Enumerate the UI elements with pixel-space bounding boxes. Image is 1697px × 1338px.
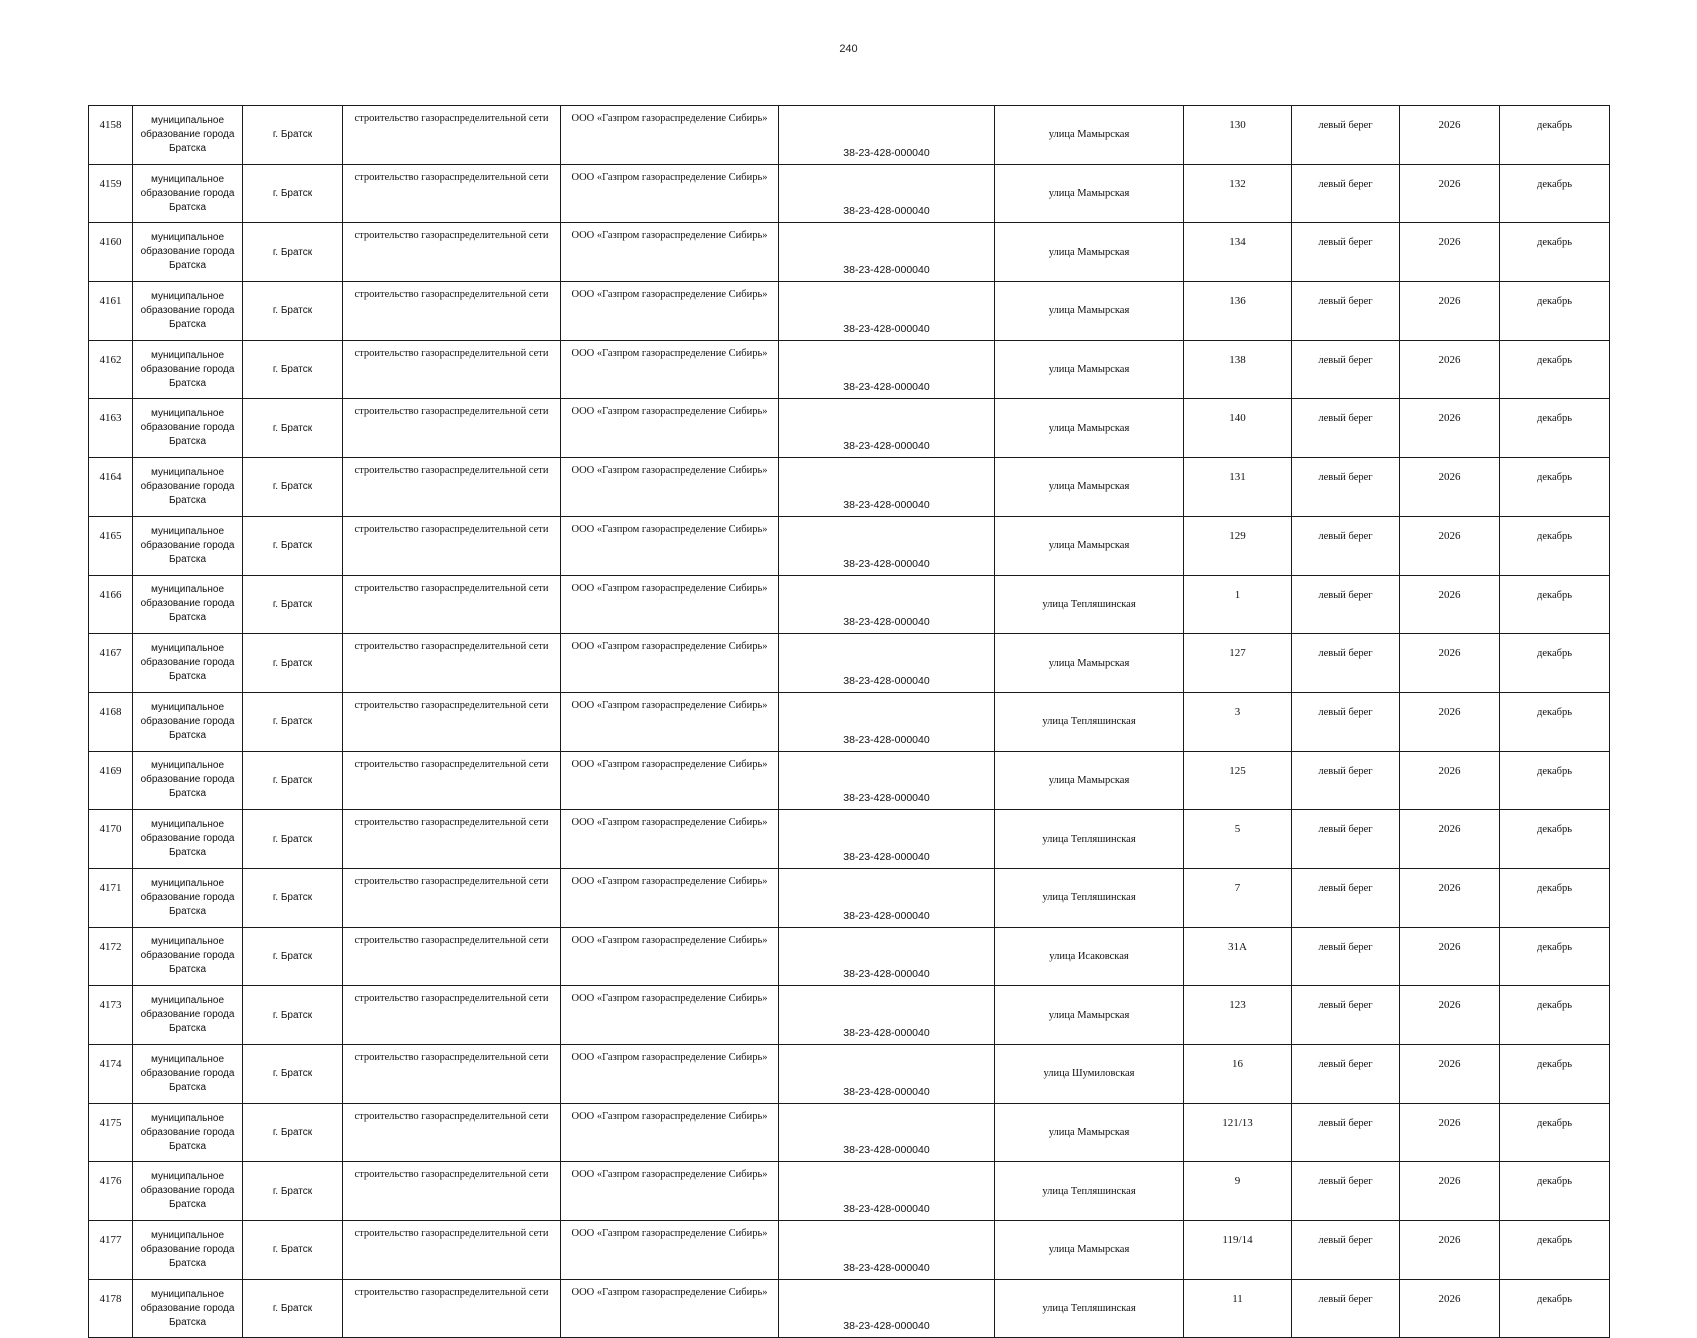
month-cell: декабрь xyxy=(1500,810,1610,869)
code-cell: 38-23-428-000040 xyxy=(779,340,995,399)
bank-cell: левый берег xyxy=(1292,1221,1400,1280)
municipality-cell: муниципальное образование города Братска xyxy=(133,399,243,458)
row-number: 4169 xyxy=(89,751,133,810)
table-row xyxy=(89,1162,1610,1221)
locality-cell: г. Братск xyxy=(243,810,343,869)
house-number-cell: 125 xyxy=(1184,751,1292,810)
organization-cell: ООО «Газпром газораспределение Сибирь» xyxy=(561,106,779,165)
work-type-cell: строительство газораспределительной сети xyxy=(343,810,561,869)
year-cell: 2026 xyxy=(1400,986,1500,1045)
year-cell: 2026 xyxy=(1400,340,1500,399)
work-type-cell: строительство газораспределительной сети xyxy=(343,927,561,986)
work-type-cell: строительство газораспределительной сети xyxy=(343,1279,561,1338)
work-type-cell: строительство газораспределительной сети xyxy=(343,1162,561,1221)
code-cell: 38-23-428-000040 xyxy=(779,1045,995,1104)
work-type-cell: строительство газораспределительной сети xyxy=(343,340,561,399)
table-row xyxy=(89,223,1610,282)
code-cell: 38-23-428-000040 xyxy=(779,1103,995,1162)
table-row xyxy=(89,751,1610,810)
work-type-cell: строительство газораспределительной сети xyxy=(343,868,561,927)
year-cell: 2026 xyxy=(1400,458,1500,517)
work-type-cell: строительство газораспределительной сети xyxy=(343,986,561,1045)
locality-cell: г. Братск xyxy=(243,575,343,634)
bank-cell: левый берег xyxy=(1292,927,1400,986)
house-number-cell: 9 xyxy=(1184,1162,1292,1221)
locality-cell: г. Братск xyxy=(243,1162,343,1221)
organization-cell: ООО «Газпром газораспределение Сибирь» xyxy=(561,1221,779,1280)
municipality-cell: муниципальное образование города Братска xyxy=(133,106,243,165)
street-cell: улица Исаковская xyxy=(995,927,1184,986)
year-cell: 2026 xyxy=(1400,223,1500,282)
municipality-cell: муниципальное образование города Братска xyxy=(133,634,243,693)
bank-cell: левый берег xyxy=(1292,516,1400,575)
organization-cell: ООО «Газпром газораспределение Сибирь» xyxy=(561,282,779,341)
code-cell: 38-23-428-000040 xyxy=(779,516,995,575)
bank-cell: левый берег xyxy=(1292,868,1400,927)
month-cell: декабрь xyxy=(1500,223,1610,282)
house-number-cell: 1 xyxy=(1184,575,1292,634)
year-cell: 2026 xyxy=(1400,927,1500,986)
year-cell: 2026 xyxy=(1400,516,1500,575)
street-cell: улица Мамырская xyxy=(995,986,1184,1045)
table-row xyxy=(89,516,1610,575)
locality-cell: г. Братск xyxy=(243,282,343,341)
municipality-cell: муниципальное образование города Братска xyxy=(133,516,243,575)
street-cell: улица Тепляшинская xyxy=(995,810,1184,869)
row-number: 4173 xyxy=(89,986,133,1045)
house-number-cell: 132 xyxy=(1184,164,1292,223)
bank-cell: левый берег xyxy=(1292,1045,1400,1104)
code-cell: 38-23-428-000040 xyxy=(779,458,995,517)
year-cell: 2026 xyxy=(1400,106,1500,165)
table-row xyxy=(89,1221,1610,1280)
row-number: 4176 xyxy=(89,1162,133,1221)
municipality-cell: муниципальное образование города Братска xyxy=(133,282,243,341)
house-number-cell: 136 xyxy=(1184,282,1292,341)
organization-cell: ООО «Газпром газораспределение Сибирь» xyxy=(561,575,779,634)
row-number: 4178 xyxy=(89,1279,133,1338)
street-cell: улица Тепляшинская xyxy=(995,868,1184,927)
work-type-cell: строительство газораспределительной сети xyxy=(343,516,561,575)
organization-cell: ООО «Газпром газораспределение Сибирь» xyxy=(561,868,779,927)
row-number: 4175 xyxy=(89,1103,133,1162)
month-cell: декабрь xyxy=(1500,927,1610,986)
municipality-cell: муниципальное образование города Братска xyxy=(133,1279,243,1338)
work-type-cell: строительство газораспределительной сети xyxy=(343,692,561,751)
street-cell: улица Шумиловская xyxy=(995,1045,1184,1104)
table-row xyxy=(89,282,1610,341)
row-number: 4165 xyxy=(89,516,133,575)
house-number-cell: 138 xyxy=(1184,340,1292,399)
code-cell: 38-23-428-000040 xyxy=(779,868,995,927)
street-cell: улица Мамырская xyxy=(995,340,1184,399)
house-number-cell: 16 xyxy=(1184,1045,1292,1104)
locality-cell: г. Братск xyxy=(243,751,343,810)
organization-cell: ООО «Газпром газораспределение Сибирь» xyxy=(561,1103,779,1162)
municipality-cell: муниципальное образование города Братска xyxy=(133,927,243,986)
table-row xyxy=(89,868,1610,927)
street-cell: улица Мамырская xyxy=(995,106,1184,165)
bank-cell: левый берег xyxy=(1292,751,1400,810)
municipality-cell: муниципальное образование города Братска xyxy=(133,164,243,223)
row-number: 4163 xyxy=(89,399,133,458)
month-cell: декабрь xyxy=(1500,1045,1610,1104)
row-number: 4162 xyxy=(89,340,133,399)
year-cell: 2026 xyxy=(1400,634,1500,693)
table-row xyxy=(89,106,1610,165)
month-cell: декабрь xyxy=(1500,164,1610,223)
organization-cell: ООО «Газпром газораспределение Сибирь» xyxy=(561,340,779,399)
locality-cell: г. Братск xyxy=(243,106,343,165)
house-number-cell: 131 xyxy=(1184,458,1292,517)
work-type-cell: строительство газораспределительной сети xyxy=(343,634,561,693)
house-number-cell: 134 xyxy=(1184,223,1292,282)
street-cell: улица Мамырская xyxy=(995,223,1184,282)
table-body xyxy=(89,106,1610,1338)
month-cell: декабрь xyxy=(1500,692,1610,751)
code-cell: 38-23-428-000040 xyxy=(779,1221,995,1280)
locality-cell: г. Братск xyxy=(243,868,343,927)
month-cell: декабрь xyxy=(1500,282,1610,341)
locality-cell: г. Братск xyxy=(243,1103,343,1162)
house-number-cell: 5 xyxy=(1184,810,1292,869)
year-cell: 2026 xyxy=(1400,810,1500,869)
street-cell: улица Тепляшинская xyxy=(995,1279,1184,1338)
street-cell: улица Мамырская xyxy=(995,458,1184,517)
row-number: 4159 xyxy=(89,164,133,223)
row-number: 4167 xyxy=(89,634,133,693)
year-cell: 2026 xyxy=(1400,399,1500,458)
registry-table xyxy=(88,105,1610,1338)
year-cell: 2026 xyxy=(1400,1162,1500,1221)
municipality-cell: муниципальное образование города Братска xyxy=(133,1162,243,1221)
bank-cell: левый берег xyxy=(1292,1103,1400,1162)
house-number-cell: 130 xyxy=(1184,106,1292,165)
table-row xyxy=(89,692,1610,751)
bank-cell: левый берег xyxy=(1292,106,1400,165)
municipality-cell: муниципальное образование города Братска xyxy=(133,1103,243,1162)
house-number-cell: 7 xyxy=(1184,868,1292,927)
row-number: 4177 xyxy=(89,1221,133,1280)
organization-cell: ООО «Газпром газораспределение Сибирь» xyxy=(561,810,779,869)
year-cell: 2026 xyxy=(1400,1103,1500,1162)
year-cell: 2026 xyxy=(1400,282,1500,341)
locality-cell: г. Братск xyxy=(243,516,343,575)
street-cell: улица Мамырская xyxy=(995,634,1184,693)
month-cell: декабрь xyxy=(1500,1221,1610,1280)
house-number-cell: 3 xyxy=(1184,692,1292,751)
organization-cell: ООО «Газпром газораспределение Сибирь» xyxy=(561,458,779,517)
row-number: 4171 xyxy=(89,868,133,927)
street-cell: улица Мамырская xyxy=(995,516,1184,575)
work-type-cell: строительство газораспределительной сети xyxy=(343,399,561,458)
code-cell: 38-23-428-000040 xyxy=(779,692,995,751)
page-number: 240 xyxy=(839,43,858,55)
organization-cell: ООО «Газпром газораспределение Сибирь» xyxy=(561,223,779,282)
row-number: 4161 xyxy=(89,282,133,341)
street-cell: улица Мамырская xyxy=(995,164,1184,223)
work-type-cell: строительство газораспределительной сети xyxy=(343,1045,561,1104)
month-cell: декабрь xyxy=(1500,986,1610,1045)
municipality-cell: муниципальное образование города Братска xyxy=(133,458,243,517)
organization-cell: ООО «Газпром газораспределение Сибирь» xyxy=(561,986,779,1045)
bank-cell: левый берег xyxy=(1292,1162,1400,1221)
municipality-cell: муниципальное образование города Братска xyxy=(133,1045,243,1104)
street-cell: улица Мамырская xyxy=(995,1221,1184,1280)
month-cell: декабрь xyxy=(1500,575,1610,634)
bank-cell: левый берег xyxy=(1292,282,1400,341)
code-cell: 38-23-428-000040 xyxy=(779,106,995,165)
code-cell: 38-23-428-000040 xyxy=(779,399,995,458)
organization-cell: ООО «Газпром газораспределение Сибирь» xyxy=(561,751,779,810)
row-number: 4174 xyxy=(89,1045,133,1104)
bank-cell: левый берег xyxy=(1292,1279,1400,1338)
year-cell: 2026 xyxy=(1400,692,1500,751)
locality-cell: г. Братск xyxy=(243,340,343,399)
locality-cell: г. Братск xyxy=(243,927,343,986)
year-cell: 2026 xyxy=(1400,1045,1500,1104)
work-type-cell: строительство газораспределительной сети xyxy=(343,1103,561,1162)
code-cell: 38-23-428-000040 xyxy=(779,1279,995,1338)
house-number-cell: 140 xyxy=(1184,399,1292,458)
organization-cell: ООО «Газпром газораспределение Сибирь» xyxy=(561,164,779,223)
code-cell: 38-23-428-000040 xyxy=(779,751,995,810)
house-number-cell: 119/14 xyxy=(1184,1221,1292,1280)
locality-cell: г. Братск xyxy=(243,692,343,751)
table-row xyxy=(89,1103,1610,1162)
street-cell: улица Тепляшинская xyxy=(995,692,1184,751)
work-type-cell: строительство газораспределительной сети xyxy=(343,164,561,223)
bank-cell: левый берег xyxy=(1292,692,1400,751)
locality-cell: г. Братск xyxy=(243,634,343,693)
year-cell: 2026 xyxy=(1400,1279,1500,1338)
street-cell: улица Тепляшинская xyxy=(995,1162,1184,1221)
street-cell: улица Мамырская xyxy=(995,1103,1184,1162)
month-cell: декабрь xyxy=(1500,751,1610,810)
code-cell: 38-23-428-000040 xyxy=(779,282,995,341)
code-cell: 38-23-428-000040 xyxy=(779,634,995,693)
bank-cell: левый берег xyxy=(1292,575,1400,634)
street-cell: улица Тепляшинская xyxy=(995,575,1184,634)
house-number-cell: 11 xyxy=(1184,1279,1292,1338)
bank-cell: левый берег xyxy=(1292,223,1400,282)
table-row xyxy=(89,458,1610,517)
work-type-cell: строительство газораспределительной сети xyxy=(343,751,561,810)
municipality-cell: муниципальное образование города Братска xyxy=(133,751,243,810)
municipality-cell: муниципальное образование города Братска xyxy=(133,692,243,751)
locality-cell: г. Братск xyxy=(243,458,343,517)
month-cell: декабрь xyxy=(1500,1162,1610,1221)
code-cell: 38-23-428-000040 xyxy=(779,1162,995,1221)
row-number: 4172 xyxy=(89,927,133,986)
row-number: 4166 xyxy=(89,575,133,634)
bank-cell: левый берег xyxy=(1292,340,1400,399)
table-row xyxy=(89,927,1610,986)
municipality-cell: муниципальное образование города Братска xyxy=(133,810,243,869)
organization-cell: ООО «Газпром газораспределение Сибирь» xyxy=(561,692,779,751)
table-row xyxy=(89,575,1610,634)
row-number: 4158 xyxy=(89,106,133,165)
table-row xyxy=(89,340,1610,399)
locality-cell: г. Братск xyxy=(243,1045,343,1104)
year-cell: 2026 xyxy=(1400,751,1500,810)
organization-cell: ООО «Газпром газораспределение Сибирь» xyxy=(561,1279,779,1338)
month-cell: декабрь xyxy=(1500,1279,1610,1338)
code-cell: 38-23-428-000040 xyxy=(779,927,995,986)
organization-cell: ООО «Газпром газораспределение Сибирь» xyxy=(561,1045,779,1104)
house-number-cell: 129 xyxy=(1184,516,1292,575)
month-cell: декабрь xyxy=(1500,1103,1610,1162)
year-cell: 2026 xyxy=(1400,1221,1500,1280)
work-type-cell: строительство газораспределительной сети xyxy=(343,575,561,634)
row-number: 4160 xyxy=(89,223,133,282)
locality-cell: г. Братск xyxy=(243,1279,343,1338)
table-row xyxy=(89,399,1610,458)
code-cell: 38-23-428-000040 xyxy=(779,164,995,223)
municipality-cell: муниципальное образование города Братска xyxy=(133,575,243,634)
code-cell: 38-23-428-000040 xyxy=(779,223,995,282)
organization-cell: ООО «Газпром газораспределение Сибирь» xyxy=(561,927,779,986)
municipality-cell: муниципальное образование города Братска xyxy=(133,340,243,399)
month-cell: декабрь xyxy=(1500,106,1610,165)
municipality-cell: муниципальное образование города Братска xyxy=(133,223,243,282)
locality-cell: г. Братск xyxy=(243,223,343,282)
locality-cell: г. Братск xyxy=(243,399,343,458)
table-row xyxy=(89,1279,1610,1338)
year-cell: 2026 xyxy=(1400,575,1500,634)
house-number-cell: 31А xyxy=(1184,927,1292,986)
code-cell: 38-23-428-000040 xyxy=(779,575,995,634)
month-cell: декабрь xyxy=(1500,458,1610,517)
row-number: 4164 xyxy=(89,458,133,517)
organization-cell: ООО «Газпром газораспределение Сибирь» xyxy=(561,399,779,458)
row-number: 4168 xyxy=(89,692,133,751)
table-row xyxy=(89,164,1610,223)
street-cell: улица Мамырская xyxy=(995,751,1184,810)
street-cell: улица Мамырская xyxy=(995,282,1184,341)
locality-cell: г. Братск xyxy=(243,986,343,1045)
code-cell: 38-23-428-000040 xyxy=(779,810,995,869)
table-row xyxy=(89,1045,1610,1104)
locality-cell: г. Братск xyxy=(243,1221,343,1280)
year-cell: 2026 xyxy=(1400,868,1500,927)
code-cell: 38-23-428-000040 xyxy=(779,986,995,1045)
work-type-cell: строительство газораспределительной сети xyxy=(343,282,561,341)
table-row xyxy=(89,634,1610,693)
municipality-cell: муниципальное образование города Братска xyxy=(133,868,243,927)
month-cell: декабрь xyxy=(1500,516,1610,575)
work-type-cell: строительство газораспределительной сети xyxy=(343,458,561,517)
row-number: 4170 xyxy=(89,810,133,869)
organization-cell: ООО «Газпром газораспределение Сибирь» xyxy=(561,634,779,693)
month-cell: декабрь xyxy=(1500,868,1610,927)
bank-cell: левый берег xyxy=(1292,458,1400,517)
house-number-cell: 123 xyxy=(1184,986,1292,1045)
street-cell: улица Мамырская xyxy=(995,399,1184,458)
year-cell: 2026 xyxy=(1400,164,1500,223)
bank-cell: левый берег xyxy=(1292,164,1400,223)
month-cell: декабрь xyxy=(1500,399,1610,458)
work-type-cell: строительство газораспределительной сети xyxy=(343,106,561,165)
organization-cell: ООО «Газпром газораспределение Сибирь» xyxy=(561,1162,779,1221)
locality-cell: г. Братск xyxy=(243,164,343,223)
bank-cell: левый берег xyxy=(1292,986,1400,1045)
house-number-cell: 127 xyxy=(1184,634,1292,693)
table-row xyxy=(89,986,1610,1045)
municipality-cell: муниципальное образование города Братска xyxy=(133,986,243,1045)
table-row xyxy=(89,810,1610,869)
work-type-cell: строительство газораспределительной сети xyxy=(343,1221,561,1280)
municipality-cell: муниципальное образование города Братска xyxy=(133,1221,243,1280)
bank-cell: левый берег xyxy=(1292,810,1400,869)
work-type-cell: строительство газораспределительной сети xyxy=(343,223,561,282)
organization-cell: ООО «Газпром газораспределение Сибирь» xyxy=(561,516,779,575)
bank-cell: левый берег xyxy=(1292,634,1400,693)
bank-cell: левый берег xyxy=(1292,399,1400,458)
month-cell: декабрь xyxy=(1500,634,1610,693)
house-number-cell: 121/13 xyxy=(1184,1103,1292,1162)
month-cell: декабрь xyxy=(1500,340,1610,399)
